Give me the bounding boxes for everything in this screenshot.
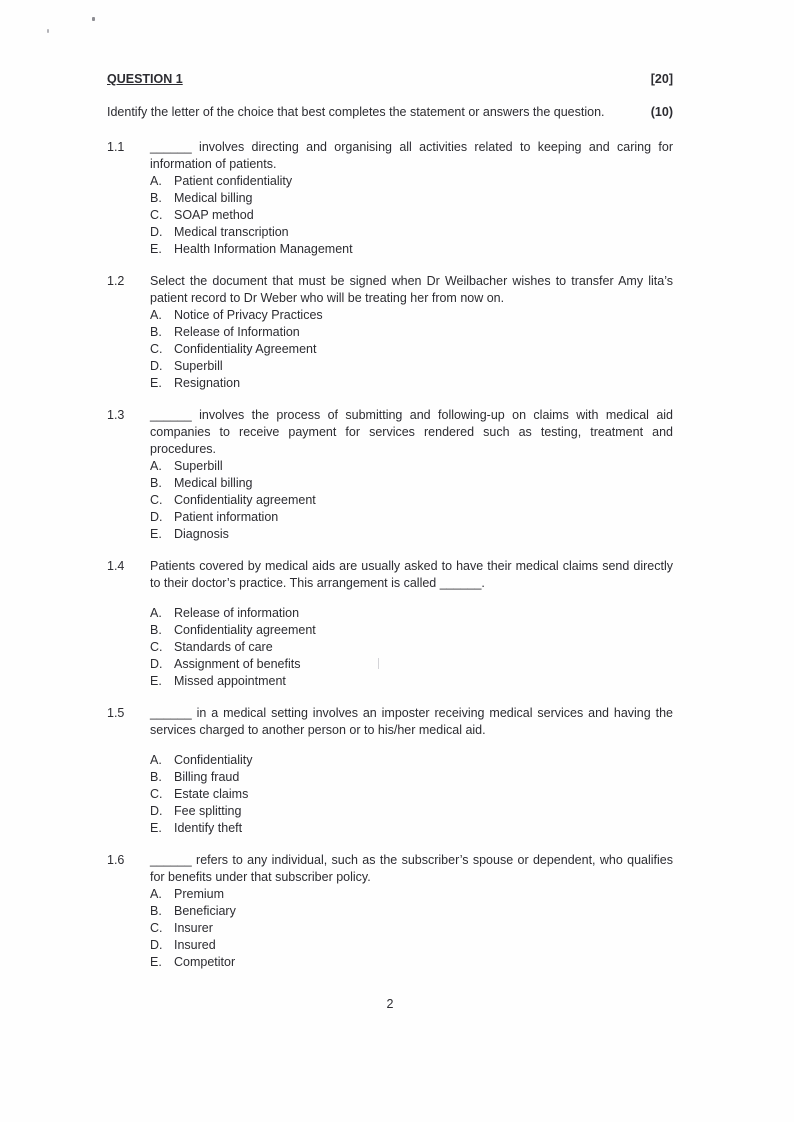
option-text: Estate claims	[174, 787, 249, 801]
option-letter: B.	[150, 191, 162, 205]
option	[150, 341, 673, 358]
option-text: Superbill	[174, 459, 223, 473]
option-letter: C.	[150, 640, 163, 654]
option	[150, 173, 673, 190]
option-letter: E.	[150, 955, 162, 969]
option-letter: A.	[150, 459, 162, 473]
option	[150, 786, 673, 803]
option-letter: D.	[150, 657, 163, 671]
instruction-row	[107, 104, 673, 121]
option-letter: B.	[150, 325, 162, 339]
option-text: Confidentiality Agreement	[174, 342, 317, 356]
option-text: Diagnosis	[174, 527, 229, 541]
option-text: Beneficiary	[174, 904, 236, 918]
option	[150, 358, 673, 375]
option	[150, 622, 673, 639]
option-letter: D.	[150, 804, 163, 818]
question-stem: ______ involves the process of submitting and following-up on claims with medical aid companies to receive payment for services rendered such as testing, treatment and procedures.	[150, 408, 673, 456]
option-text: Notice of Privacy Practices	[174, 308, 323, 322]
option-text: Patient information	[174, 510, 279, 524]
options-list	[150, 886, 673, 971]
option	[150, 509, 673, 526]
option-letter: D.	[150, 225, 163, 239]
option-letter: A.	[150, 887, 162, 901]
option	[150, 224, 673, 241]
option-letter: E.	[150, 242, 162, 256]
option	[150, 656, 673, 673]
option	[150, 673, 673, 690]
option-text: Competitor	[174, 955, 236, 969]
option-letter: E.	[150, 821, 162, 835]
question-stem: ______ involves directing and organising all activities related to keeping and caring for information of patients.	[150, 140, 673, 171]
option-text: Patient confidentiality	[174, 174, 293, 188]
option	[150, 903, 673, 920]
options-list	[150, 307, 673, 392]
option-text: Missed appointment	[174, 674, 286, 688]
option	[150, 920, 673, 937]
question-1-5	[107, 705, 673, 837]
question-1-6	[107, 852, 673, 971]
option-letter: E.	[150, 376, 162, 390]
option	[150, 820, 673, 837]
option-text: Premium	[174, 887, 225, 901]
question-header	[107, 71, 673, 88]
instruction-marks: (10)	[650, 105, 673, 119]
option	[150, 190, 673, 207]
question-body	[150, 139, 673, 258]
question-1-2	[107, 273, 673, 392]
option-letter: B.	[150, 476, 162, 490]
question-1-1	[107, 139, 673, 258]
option-text: Assignment of benefits	[174, 657, 301, 671]
option	[150, 937, 673, 954]
option	[150, 324, 673, 341]
question-number: 1.6	[107, 853, 125, 867]
option-letter: E.	[150, 674, 162, 688]
options-list	[150, 752, 673, 837]
option	[150, 458, 673, 475]
question-stem: ______ in a medical setting involves an imposter receiving medical services and having the services charged to another person or to his/her medical aid.	[150, 706, 673, 737]
page-number: 2	[386, 997, 394, 1011]
options-list	[150, 173, 673, 258]
option	[150, 307, 673, 324]
option	[150, 241, 673, 258]
option-text: SOAP method	[174, 208, 254, 222]
option-text: Medical billing	[174, 191, 253, 205]
option	[150, 769, 673, 786]
question-number: 1.5	[107, 706, 125, 720]
option-text: Health Information Management	[174, 242, 353, 256]
question-title: QUESTION 1	[107, 72, 183, 86]
option-letter: D.	[150, 938, 163, 952]
total-marks: [20]	[650, 72, 673, 86]
question-body	[150, 852, 673, 971]
option-letter: E.	[150, 527, 162, 541]
option	[150, 375, 673, 392]
options-list	[150, 458, 673, 543]
question-body	[150, 705, 673, 837]
option-letter: B.	[150, 770, 162, 784]
question-number: 1.3	[107, 408, 125, 422]
option-text: Resignation	[174, 376, 241, 390]
option	[150, 207, 673, 224]
question-number: 1.1	[107, 140, 125, 154]
question-body	[150, 273, 673, 392]
option-letter: B.	[150, 623, 162, 637]
option-text: Superbill	[174, 359, 223, 373]
instruction-text: Identify the letter of the choice that best completes the statement or answers the question.	[107, 105, 605, 119]
question-stem: ______ refers to any individual, such as the subscriber’s spouse or dependent, who qualifies for benefits under that subscriber policy.	[150, 853, 673, 884]
question-1-3	[107, 407, 673, 543]
option-text: Confidentiality agreement	[174, 493, 316, 507]
question-1-4	[107, 558, 673, 690]
question-body	[150, 558, 673, 690]
option-text: Insured	[174, 938, 216, 952]
option-letter: C.	[150, 493, 163, 507]
option-text: Standards of care	[174, 640, 273, 654]
option-text: Medical transcription	[174, 225, 289, 239]
option-letter: C.	[150, 787, 163, 801]
option-text: Release of Information	[174, 325, 300, 339]
option	[150, 752, 673, 769]
question-stem: Patients covered by medical aids are usually asked to have their medical claims send directly to their doctor’s practice. This arrangement is called ______.	[150, 559, 673, 590]
scan-artifact	[47, 29, 49, 33]
option-letter: D.	[150, 510, 163, 524]
option-text: Medical billing	[174, 476, 253, 490]
scan-artifact	[92, 17, 95, 21]
option-letter: C.	[150, 208, 163, 222]
option-text: Confidentiality agreement	[174, 623, 316, 637]
option	[150, 639, 673, 656]
option-letter: D.	[150, 359, 163, 373]
option-text: Fee splitting	[174, 804, 242, 818]
option	[150, 492, 673, 509]
option-text: Confidentiality	[174, 753, 253, 767]
option-letter: A.	[150, 606, 162, 620]
option-text: Insurer	[174, 921, 213, 935]
option-text: Billing fraud	[174, 770, 240, 784]
question-number: 1.2	[107, 274, 125, 288]
option	[150, 475, 673, 492]
option	[150, 526, 673, 543]
page-content	[107, 71, 673, 986]
option-letter: C.	[150, 342, 163, 356]
option-text: Release of information	[174, 606, 300, 620]
option-letter: A.	[150, 174, 162, 188]
option	[150, 954, 673, 971]
option	[150, 605, 673, 622]
option-letter: A.	[150, 308, 162, 322]
option-letter: C.	[150, 921, 163, 935]
question-number: 1.4	[107, 559, 125, 573]
option	[150, 803, 673, 820]
option-letter: A.	[150, 753, 162, 767]
question-body	[150, 407, 673, 543]
options-list	[150, 605, 673, 690]
question-stem: Select the document that must be signed when Dr Weilbacher wishes to transfer Amy lita’s patient record to Dr Weber who will be treating her from now on.	[150, 274, 673, 305]
option-text: Identify theft	[174, 821, 243, 835]
option-letter: B.	[150, 904, 162, 918]
option	[150, 886, 673, 903]
